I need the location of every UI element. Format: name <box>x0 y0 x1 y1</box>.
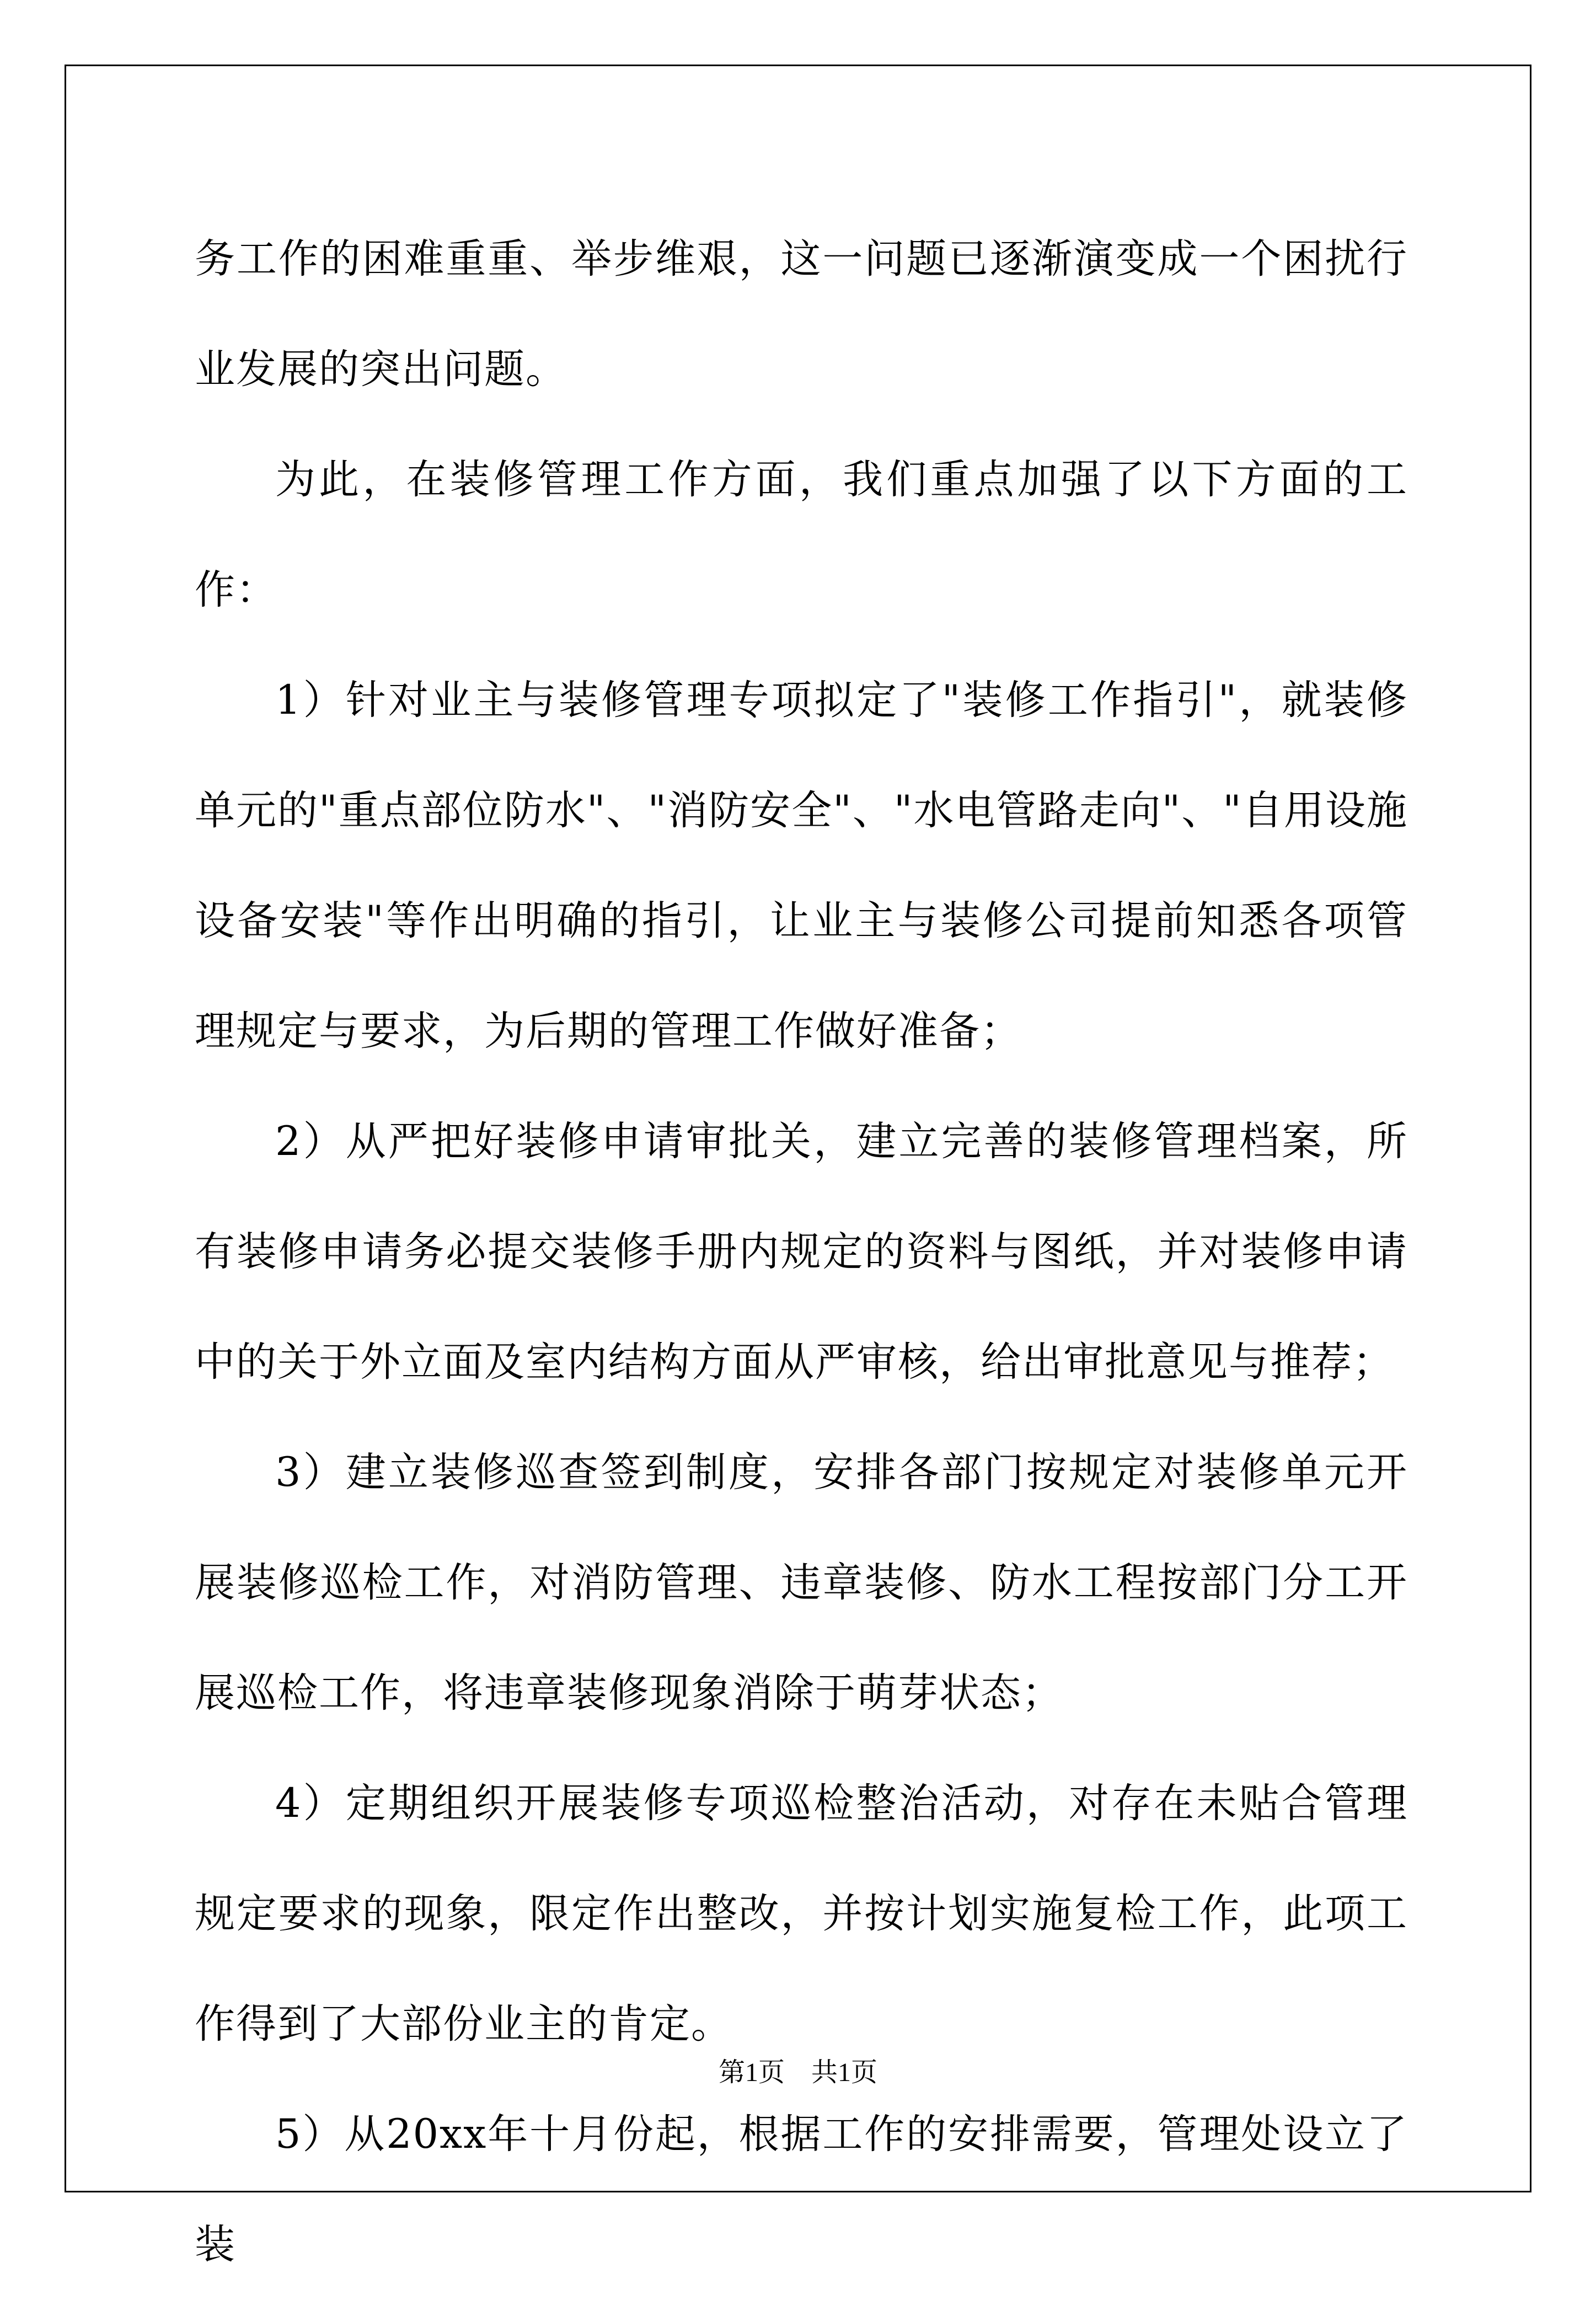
paragraph-5: 3）建立装修巡查签到制度，安排各部门按规定对装修单元开展装修巡检工作，对消防管理、违章装修、防水工程按部门分工开展巡检工作，将违章装修现象消除于萌芽状态； <box>195 1449 1408 1716</box>
paragraph-1: 务工作的困难重重、举步维艰，这一问题已逐渐演变成一个困扰行业发展的突出问题。 <box>195 236 1408 393</box>
paragraph-6: 4）定期组织开展装修专项巡检整治活动，对存在未贴合管理规定要求的现象，限定作出整改，并按计划实施复检工作，此项工作得到了大部份业主的肯定。 <box>195 1780 1408 2047</box>
page-footer: 第1页 共1页 <box>718 2058 877 2087</box>
paragraph-4: 2）从严把好装修申请审批关，建立完善的装修管理档案，所有装修申请务必提交装修手册内规定的资料与图纸，并对装修申请中的关于外立面及室内结构方面从严审核，给出审批意见与推荐； <box>195 1118 1408 1386</box>
paragraph-2: 为此，在装修管理工作方面，我们重点加强了以下方面的工作： <box>195 456 1408 613</box>
paragraph-7: 5）从20xx年十月份起，根据工作的安排需要，管理处设立了装 <box>195 2111 1408 2268</box>
document-body <box>195 204 1408 2300</box>
paragraph-3: 1）针对业主与装修管理专项拟定了"装修工作指引"，就装修单元的"重点部位防水"、"消防安全"、"水电管路走向"、"自用设施设备安装"等作出明确的指引，让业主与装修公司提前知悉各项管理规定与要求，为后期的管理工作做好准备； <box>195 677 1408 1055</box>
